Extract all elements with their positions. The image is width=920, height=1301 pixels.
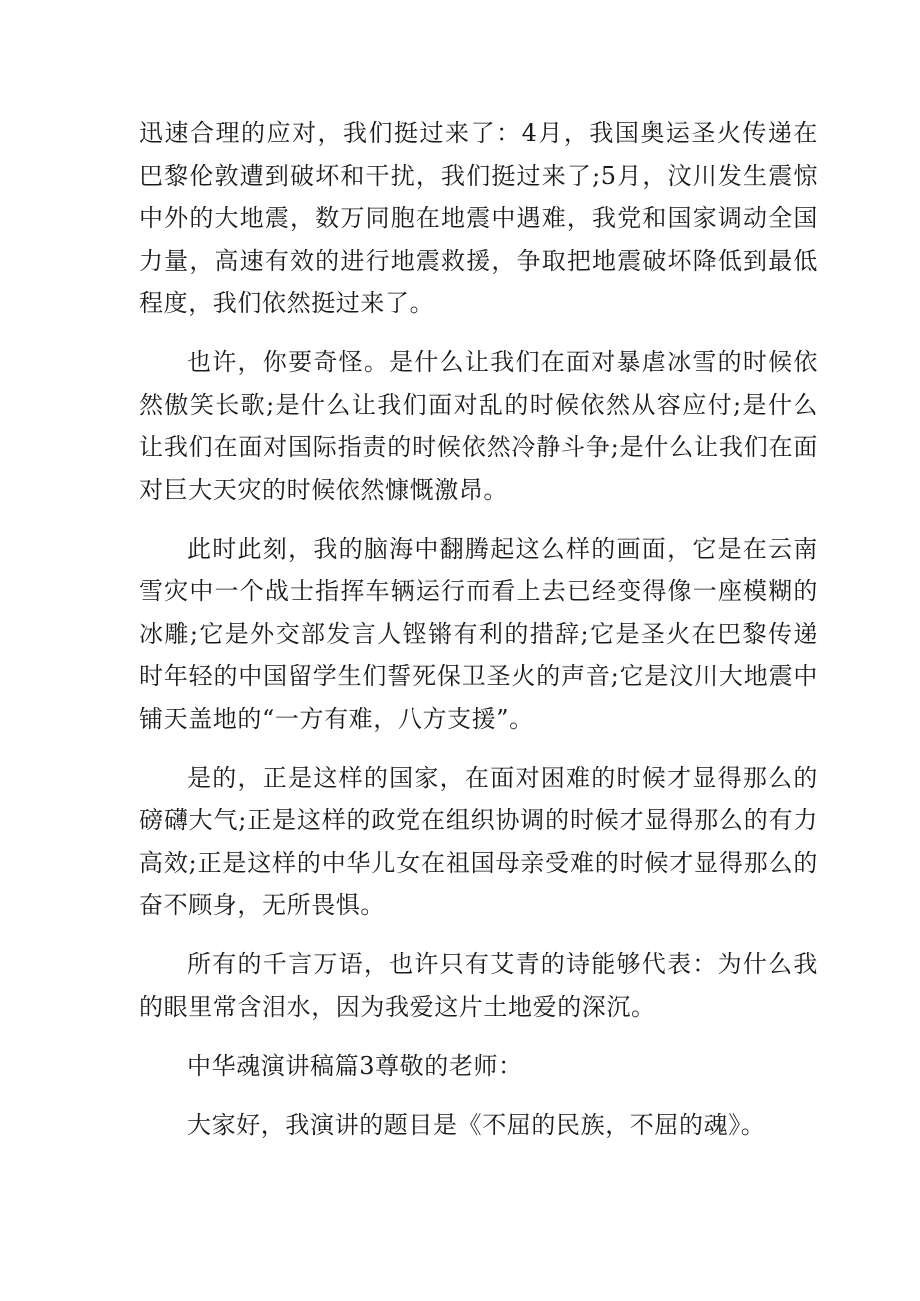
paragraph-7: 大家好，我演讲的题目是《不屈的民族，不屈的魂》。 [187,1110,766,1139]
paragraph-2: 也许，你要奇怪。是什么让我们在面对暴虐冰雪的时候依然傲笑长歌;是什么让我们面对乱的时候依然从容应付;是什么让我们在面对国际指责的时候依然冷静斗争;是什么让我们在面对巨大天灾的时候依然慷慨激昂。 [139,348,818,504]
paragraph-3: 此时此刻，我的脑海中翻腾起这么样的画面，它是在云南雪灾中一个战士指挥车辆运行而看上去已经变得像一座模糊的冰雕;它是外交部发言人铿锵有利的措辞;它是圣火在巴黎传递时年轻的中国留学生们誓死保卫圣火的声音;它是汶川大地震中铺天盖地的“一方有难，八方支援”。 [139,534,818,733]
paragraph-5: 所有的千言万语，也许只有艾青的诗能够代表：为什么我的眼里常含泪水，因为我爱这片土地爱的深沉。 [139,950,818,1021]
section-heading: 中华魂演讲稿篇3尊敬的老师： [187,1051,523,1080]
paragraph-1: 迅速合理的应对，我们挺过来了：4月，我国奥运圣火传递在巴黎伦敦遭到破坏和干扰，我们挺过来了;5月，汶川发生震惊中外的大地震，数万同胞在地震中遇难，我党和国家调动全国力量，高速有效的进行地震救援，争取把地震破坏降低到最低程度，我们依然挺过来了。 [139,119,818,317]
paragraph-4: 是的，正是这样的国家，在面对困难的时候才显得那么的磅礴大气;正是这样的政党在组织协调的时候才显得那么的有力高效;正是这样的中华儿女在祖国母亲受难的时候才显得那么的奋不顾身，无所畏惧。 [139,763,818,919]
